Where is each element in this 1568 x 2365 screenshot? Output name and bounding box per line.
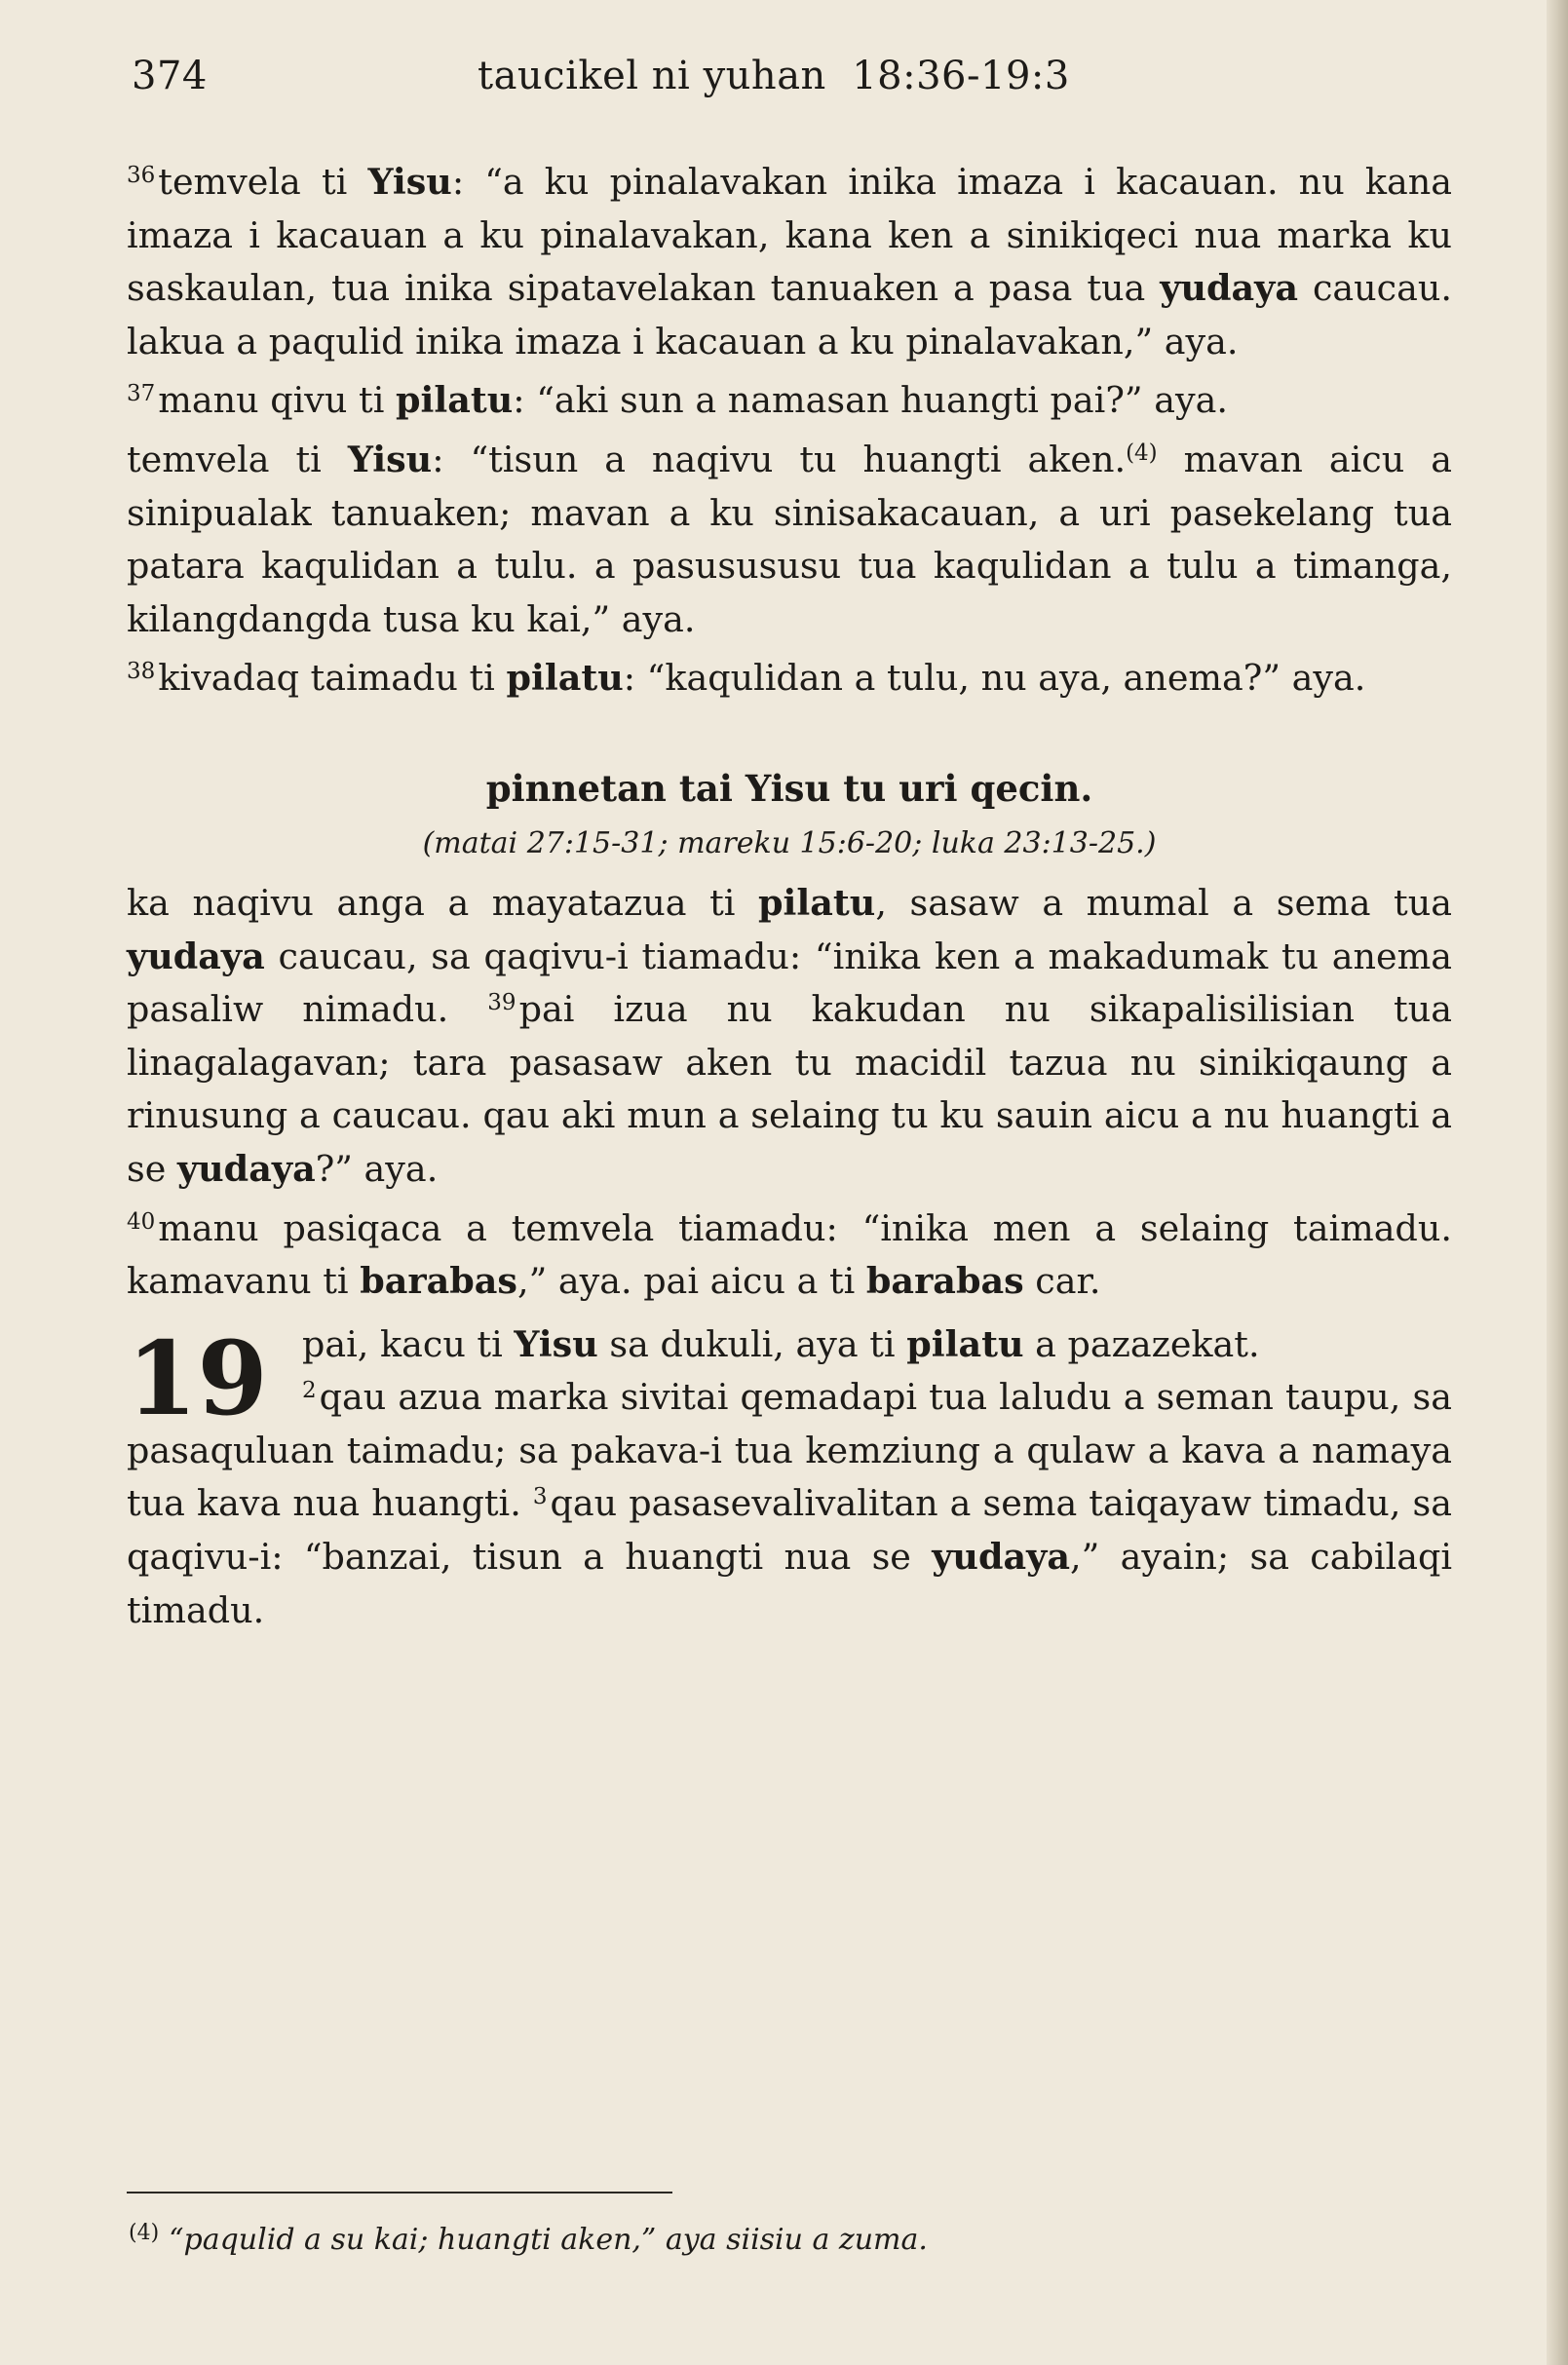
verse-text: : “tisun a naqivu tu huangti aken. bbox=[432, 438, 1127, 480]
chapter-19-text bbox=[127, 1318, 1452, 1638]
name-bold: yudaya bbox=[127, 935, 265, 977]
verse-text: : “aki sun a namasan huangti pai?” aya. bbox=[513, 379, 1228, 422]
verse-text: pai izua nu kakudan nu sikapalisilisian tua linagalagavan; tara pasasaw aken tu macidil tazua nu sinikiqaung a rinusung a caucau. qau aki mun a selaing tu ku sauin aicu a nu huangti a se bbox=[127, 988, 1452, 1190]
main-text bbox=[127, 156, 1452, 1637]
verse-37-reply bbox=[127, 434, 1452, 646]
verse-text: caucau, sa qaqivu-i tiamadu: “inika ken a makadumak tu anema pasaliw nimadu. bbox=[127, 935, 1452, 1031]
footnote-reference[interactable]: (4) bbox=[1126, 439, 1158, 466]
name-bold: yudaya bbox=[932, 1536, 1070, 1579]
name-bold: pilatu bbox=[758, 881, 876, 924]
page-number: 374 bbox=[132, 54, 208, 98]
verse-number: 39 bbox=[487, 990, 516, 1016]
verse-text: sa dukuli, aya ti bbox=[597, 1322, 907, 1365]
name-bold: yudaya bbox=[1160, 267, 1299, 310]
verse-text: ,” aya. pai aicu a ti bbox=[516, 1260, 866, 1303]
footnote-divider bbox=[127, 2192, 672, 2193]
footnote-text: “paqulid a su kai; huangti aken,” aya siisiu a zuma. bbox=[169, 2223, 928, 2257]
chapter-number: 19 bbox=[127, 1317, 268, 1438]
verse-text: pai, kacu ti bbox=[302, 1322, 515, 1365]
footnote bbox=[129, 2212, 1396, 2262]
name-bold: pilatu bbox=[395, 379, 514, 422]
running-title bbox=[478, 54, 1070, 98]
verse-text: : “kaqulidan a tulu, nu aya, anema?” aya. bbox=[623, 657, 1366, 700]
name-bold: Yisu bbox=[514, 1322, 598, 1365]
name-bold: Yisu bbox=[367, 161, 452, 203]
running-header bbox=[132, 54, 1475, 112]
verse-text: , sasaw a mumal a sema tua bbox=[875, 881, 1452, 924]
verse-number: 38 bbox=[127, 659, 156, 685]
name-bold: yudaya bbox=[176, 1147, 316, 1190]
verse-text: temvela ti bbox=[127, 438, 348, 480]
verse-text: manu qivu ti bbox=[158, 379, 396, 422]
name-bold: barabas bbox=[360, 1260, 517, 1303]
name-bold: barabas bbox=[865, 1260, 1024, 1303]
verse-text: car. bbox=[1023, 1260, 1101, 1303]
verse-number: 36 bbox=[127, 163, 156, 188]
name-bold: Yisu bbox=[347, 438, 433, 480]
verse-38 bbox=[127, 652, 1452, 706]
verse-number: 37 bbox=[127, 381, 156, 407]
verse-37 bbox=[127, 374, 1452, 428]
verse-text: manu pasiqaca a temvela tiamadu: “inika men a selaing taimadu. kamavanu ti bbox=[127, 1206, 1452, 1303]
verse-text: ?” aya. bbox=[315, 1147, 439, 1190]
verse-text: ka naqivu anga a mayatazua ti bbox=[127, 881, 759, 924]
verse-36 bbox=[127, 156, 1452, 368]
chapter-19 bbox=[127, 1318, 1452, 1638]
verse-text: : “a ku pinalavakan inika imaza i kacauan. nu kana imaza i kacauan a ku pinalavakan, kana ken a sinikiqeci nua marka ku saskaulan, tua inika sipatavelakan tanuaken a pasa tua bbox=[127, 161, 1452, 310]
footnote-marker: (4) bbox=[129, 2221, 160, 2245]
verse-number: 40 bbox=[127, 1208, 156, 1235]
book-title: taucikel ni yuhan bbox=[478, 54, 826, 98]
verse-38b bbox=[127, 877, 1452, 1197]
verse-40 bbox=[127, 1202, 1452, 1309]
name-bold: pilatu bbox=[906, 1322, 1024, 1365]
verse-text: ,” ayain; sa cabilaqi timadu. bbox=[127, 1536, 1452, 1631]
verse-number: 3 bbox=[532, 1484, 548, 1510]
verse-text: a pazazekat. bbox=[1023, 1322, 1260, 1365]
page-edge bbox=[1547, 0, 1568, 2365]
verse-number: 2 bbox=[302, 1378, 317, 1404]
verse-text: kivadaq taimadu ti bbox=[158, 657, 507, 700]
verse-text: qau azua marka sivitai qemadapi tua laludu a seman taupu, sa pasaquluan taimadu; sa pakava-i tua kemziung a qulaw a kava a namaya tua kava nua huangti. bbox=[127, 1376, 1452, 1525]
chapter-verse-range: 18:36-19:3 bbox=[852, 54, 1070, 98]
verse-text: qau pasasevalivalitan a sema taiqayaw timadu, sa qaqivu-i: “banzai, tisun a huangti nua se bbox=[127, 1482, 1452, 1579]
verse-text: caucau. lakua a paqulid inika imaza i kacauan a ku pinalavakan,” aya. bbox=[127, 267, 1452, 362]
section-heading: pinnetan tai Yisu tu uri qecin. bbox=[485, 766, 1093, 810]
verse-text: mavan aicu a sinipualak tanuaken; mavan a ku sinisakacauan, a uri pasekelang tua patara kaqulidan a tulu. a pasusususu tua kaqulidan a tulu a timanga, kilangdangda tusa ku kai,” aya. bbox=[127, 438, 1452, 640]
verse-text: temvela ti bbox=[158, 161, 368, 203]
name-bold: pilatu bbox=[506, 657, 624, 700]
cross-reference: (matai 27:15-31; mareku 15:6-20; luka 23:13-25.) bbox=[422, 825, 1157, 860]
